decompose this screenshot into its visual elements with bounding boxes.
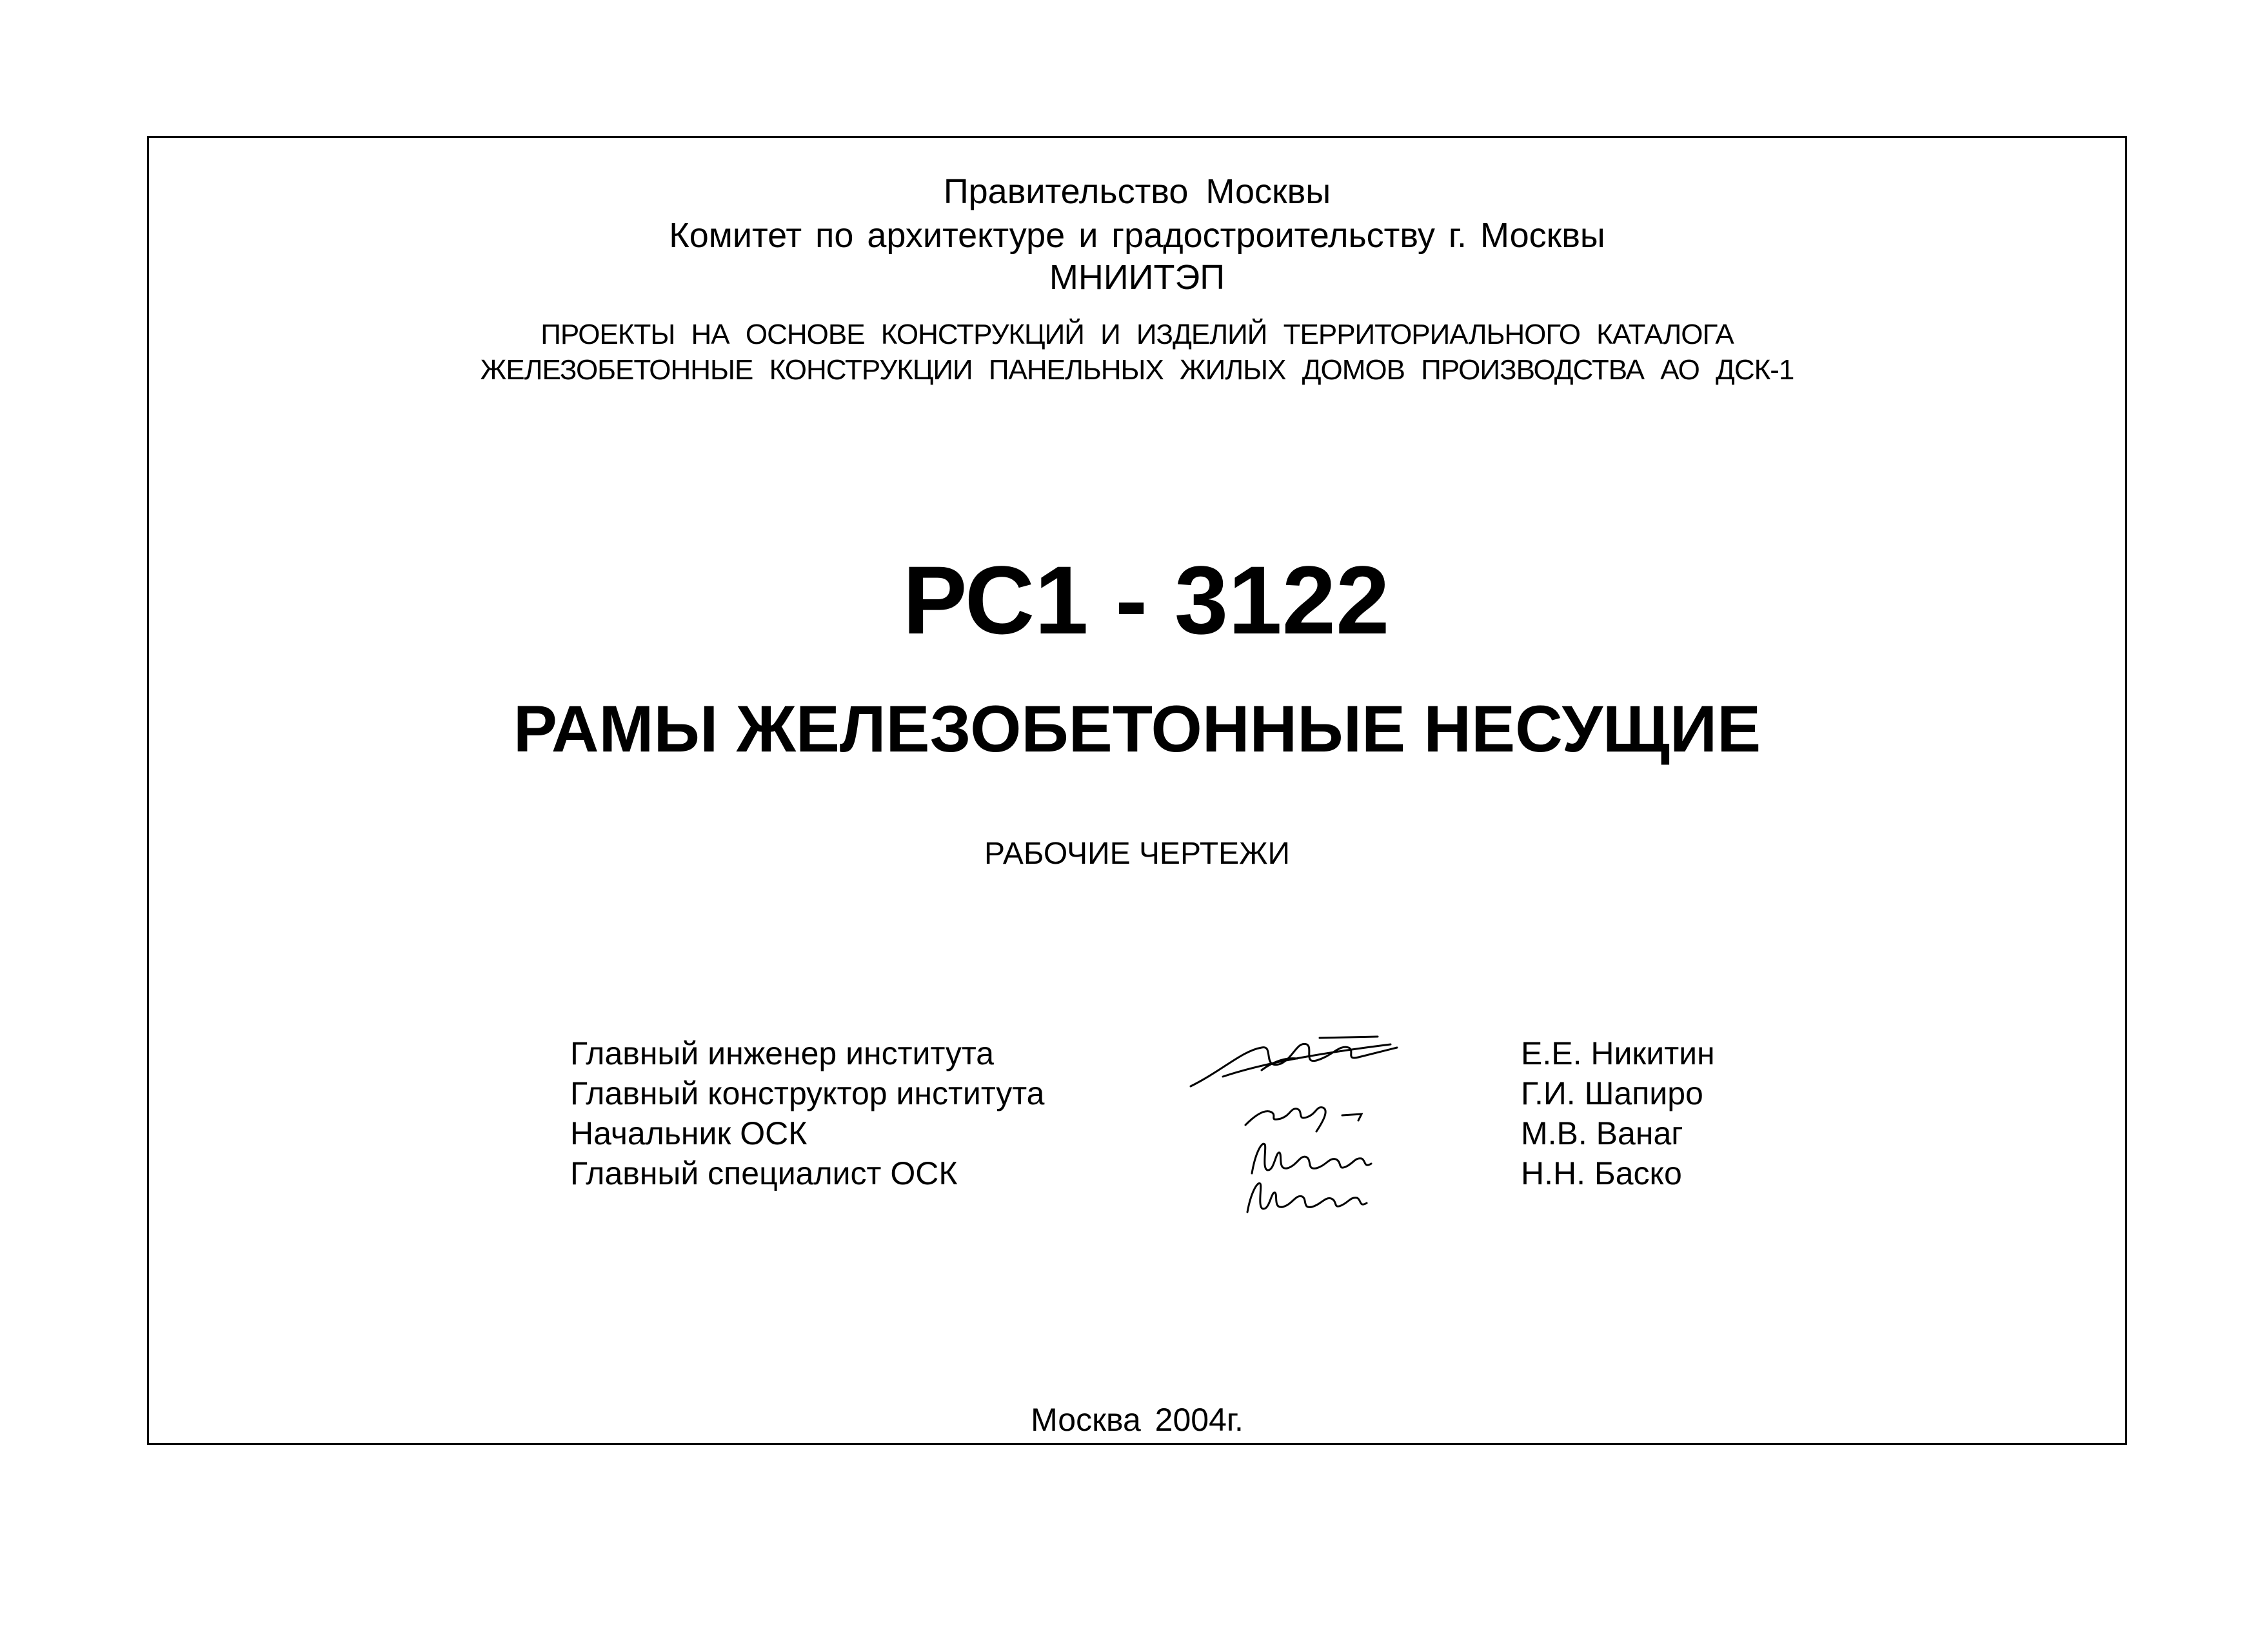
signatory-name: М.В. Ванаг: [1521, 1115, 1683, 1151]
signature-basko: [1247, 1183, 1367, 1212]
place-and-year: Москва 2004г.: [1031, 1402, 1244, 1438]
committee-line: Комитет по архитектуре и градостроительству г. Москвы: [669, 216, 1605, 255]
signature-nikitin: [1191, 1037, 1397, 1086]
document-subtitle: РАБОЧИЕ ЧЕРТЕЖИ: [984, 837, 1290, 871]
signatory-names: [1521, 1033, 1715, 1193]
document-code: РС1 - 3122: [902, 546, 1390, 654]
document-title: РАМЫ ЖЕЛЕЗОБЕТОННЫЕ НЕСУЩИЕ: [513, 692, 1761, 766]
signatory-role: Начальник ОСК: [570, 1115, 808, 1151]
title-page-frame: [147, 136, 2127, 1445]
signatory-name: Е.Е. Никитин: [1521, 1035, 1715, 1071]
institute-line: МНИИТЭП: [1049, 258, 1225, 297]
signatory-name: Г.И. Шапиро: [1521, 1075, 1703, 1111]
signatory-name: Н.Н. Баско: [1521, 1155, 1682, 1191]
signatory-roles: [570, 1033, 1044, 1193]
handwritten-signatures: [1184, 1025, 1532, 1219]
signature-vanag: [1252, 1144, 1371, 1173]
signatory-role: Главный специалист ОСК: [570, 1155, 958, 1191]
government-line: Правительство Москвы: [943, 172, 1331, 211]
signature-shapiro: [1245, 1108, 1362, 1131]
catalog-line-2: ЖЕЛЕЗОБЕТОННЫЕ КОНСТРУКЦИИ ПАНЕЛЬНЫХ ЖИЛЫХ ДОМОВ ПРОИЗВОДСТВА АО ДСК-1: [480, 354, 1794, 386]
catalog-line-1: ПРОЕКТЫ НА ОСНОВЕ КОНСТРУКЦИЙ И ИЗДЕЛИЙ ТЕРРИТОРИАЛЬНОГО КАТАЛОГА: [540, 319, 1734, 350]
signatory-role: Главный инженер института: [570, 1035, 995, 1071]
signatory-role: Главный конструктор института: [570, 1075, 1045, 1111]
